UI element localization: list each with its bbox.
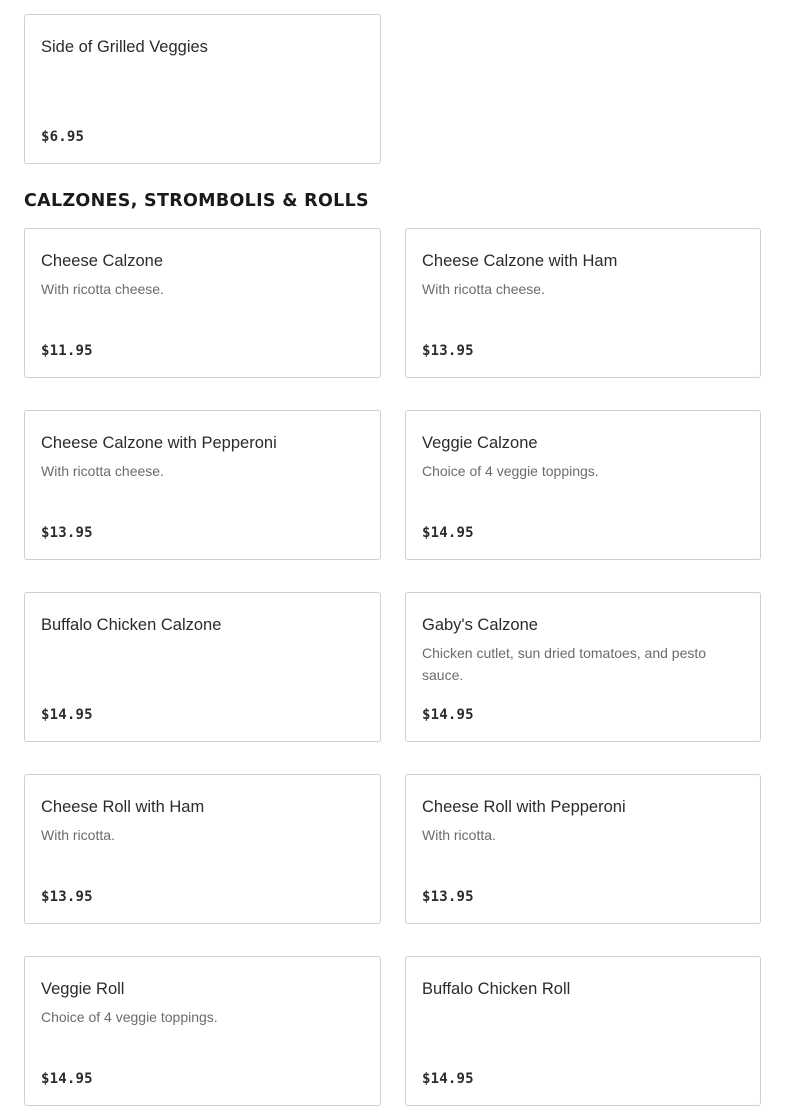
menu-item-description: With ricotta.: [41, 827, 115, 843]
menu-item-price: $6.95: [41, 129, 85, 145]
menu-item-description: Choice of 4 veggie toppings.: [41, 1009, 218, 1025]
menu-item-name: Cheese Calzone with Ham: [422, 252, 618, 270]
menu-item-name: Buffalo Chicken Calzone: [41, 616, 222, 634]
menu-item-price: $14.95: [41, 707, 93, 723]
sides-grid: [24, 14, 761, 164]
menu-item-price: $13.95: [422, 889, 474, 905]
menu-item-name: Veggie Calzone: [422, 434, 538, 452]
menu-item-description: With ricotta cheese.: [41, 281, 164, 297]
section-title: CALZONES, STROMBOLIS & ROLLS: [24, 191, 369, 211]
menu-item-description: Choice of 4 veggie toppings.: [422, 463, 599, 479]
menu-item-price: $13.95: [41, 525, 93, 541]
menu-item-card[interactable]: [24, 956, 381, 1106]
menu-item-card[interactable]: [24, 774, 381, 924]
menu-item-card[interactable]: [24, 228, 381, 378]
menu-item-name: Cheese Roll with Pepperoni: [422, 798, 626, 816]
menu-item-card[interactable]: [405, 592, 761, 742]
menu-item-name: Cheese Calzone: [41, 252, 163, 270]
menu-item-name: Veggie Roll: [41, 980, 125, 998]
menu-page: [24, 14, 761, 1106]
menu-item-description: Chicken cutlet, sun dried tomatoes, and pesto sauce.: [422, 645, 707, 683]
menu-item-price: $14.95: [422, 525, 474, 541]
menu-item-description: With ricotta.: [422, 827, 496, 843]
menu-item-card[interactable]: [24, 410, 381, 560]
menu-item-price: $14.95: [41, 1071, 93, 1087]
menu-item-description: With ricotta cheese.: [422, 281, 545, 297]
menu-item-price: $13.95: [422, 343, 474, 359]
menu-item-card[interactable]: [405, 410, 761, 560]
menu-item-card[interactable]: [24, 592, 381, 742]
menu-item-price: $14.95: [422, 1071, 474, 1087]
calzones-grid: [24, 228, 761, 1106]
menu-item-card[interactable]: [24, 14, 381, 164]
menu-item-card[interactable]: [405, 228, 761, 378]
menu-item-name: Gaby's Calzone: [422, 616, 538, 634]
menu-item-name: Cheese Roll with Ham: [41, 798, 205, 816]
menu-item-price: $11.95: [41, 343, 93, 359]
menu-item-name: Side of Grilled Veggies: [41, 38, 208, 56]
menu-item-description: With ricotta cheese.: [41, 463, 164, 479]
menu-item-price: $13.95: [41, 889, 93, 905]
menu-item-card[interactable]: [405, 956, 761, 1106]
menu-item-name: Buffalo Chicken Roll: [422, 980, 571, 998]
menu-item-price: $14.95: [422, 707, 474, 723]
menu-item-name: Cheese Calzone with Pepperoni: [41, 434, 277, 452]
menu-item-card[interactable]: [405, 774, 761, 924]
